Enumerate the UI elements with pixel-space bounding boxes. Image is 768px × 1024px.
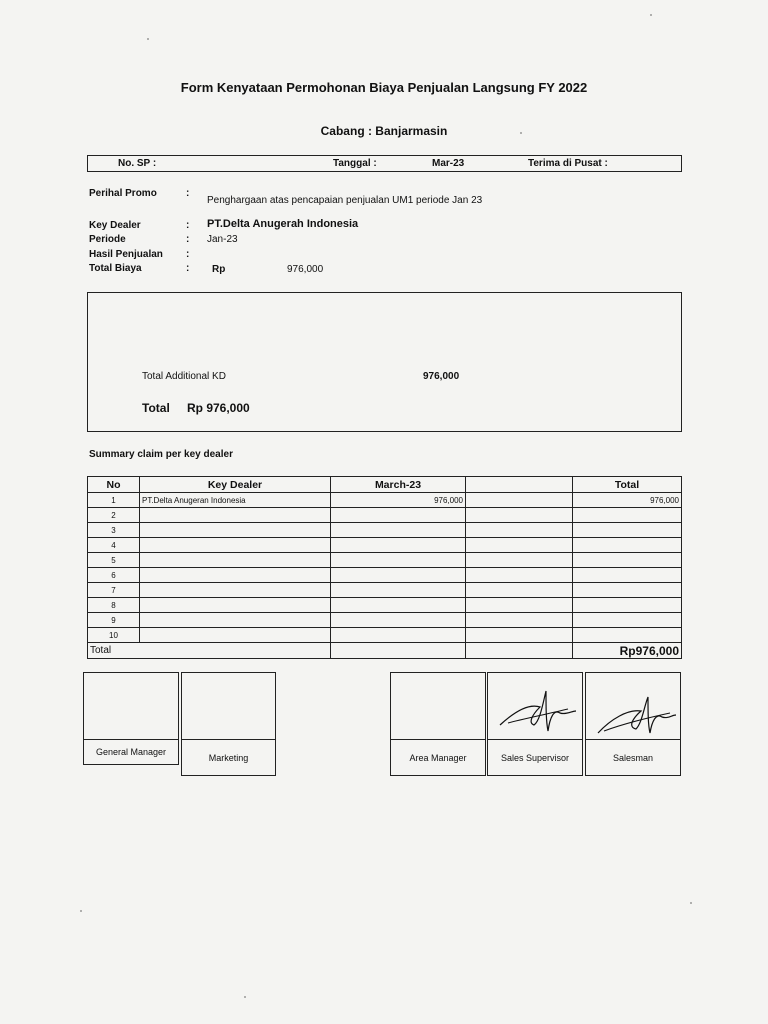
no-sp-label: No. SP :: [118, 158, 157, 169]
colon: :: [186, 188, 190, 199]
row-total: [573, 538, 682, 553]
scan-speck: [650, 14, 652, 16]
box-total-label: Total: [142, 401, 170, 415]
row-dealer: [140, 538, 331, 553]
salesman-sign-box: [585, 672, 681, 740]
table-row: [88, 583, 682, 598]
row-total: [573, 598, 682, 613]
row-march: [331, 628, 466, 643]
scan-speck: [147, 38, 149, 40]
colon: :: [186, 263, 190, 274]
area-manager-sign-box: [390, 672, 486, 740]
row-dealer: [140, 553, 331, 568]
row-blank: [466, 628, 573, 643]
sales-supervisor-signature: [488, 673, 582, 739]
row-march: [331, 508, 466, 523]
general-manager-sign-box: [83, 672, 179, 740]
perihal-value: Penghargaan atas pencapaian penjualan UM1 periode Jan 23: [207, 195, 483, 206]
row-dealer: [140, 523, 331, 538]
table-row: [88, 568, 682, 583]
row-no: 1: [88, 493, 140, 508]
salesman-signature: [586, 673, 680, 739]
total-biaya-label: Total Biaya: [89, 263, 142, 274]
additional-value: 976,000: [423, 371, 460, 382]
row-dealer: [140, 613, 331, 628]
marketing-sign-box: [181, 672, 276, 740]
marketing-label: Marketing: [181, 739, 276, 776]
row-total: [573, 523, 682, 538]
key-dealer-value: PT.Delta Anugerah Indonesia: [207, 218, 359, 230]
row-no: 2: [88, 508, 140, 523]
periode-value: Jan-23: [207, 234, 238, 245]
row-march: [331, 568, 466, 583]
scan-speck: [690, 902, 692, 904]
table-header-row: [88, 477, 682, 493]
col-key-dealer: Key Dealer: [140, 477, 331, 493]
row-dealer: [140, 598, 331, 613]
row-total: [573, 568, 682, 583]
additional-label: Total Additional KD: [142, 371, 226, 382]
row-total: [573, 583, 682, 598]
row-march: [331, 613, 466, 628]
row-no: 9: [88, 613, 140, 628]
summary-box: [87, 292, 682, 432]
row-no: 5: [88, 553, 140, 568]
row-blank: [466, 493, 573, 508]
total-label: Total: [88, 643, 331, 659]
row-no: 4: [88, 538, 140, 553]
total-march-cell: [331, 643, 466, 659]
row-blank: [466, 613, 573, 628]
table-total-row: [88, 643, 682, 659]
general-manager-label: General Manager: [83, 739, 179, 765]
row-dealer: [140, 508, 331, 523]
row-total: [573, 613, 682, 628]
colon: :: [186, 234, 190, 245]
area-manager-label: Area Manager: [390, 739, 486, 776]
table-row: [88, 493, 682, 508]
table-row: [88, 508, 682, 523]
row-no: 10: [88, 628, 140, 643]
box-total-value: Rp 976,000: [187, 401, 250, 415]
table-row: [88, 628, 682, 643]
colon: :: [186, 249, 190, 260]
perihal-label: Perihal Promo: [89, 188, 157, 199]
sales-supervisor-label: Sales Supervisor: [487, 739, 583, 776]
row-march: [331, 523, 466, 538]
col-blank: [466, 477, 573, 493]
row-march: [331, 583, 466, 598]
branch-title: Cabang : Banjarmasin: [320, 124, 448, 138]
total-blank-cell: [466, 643, 573, 659]
currency-label: Rp: [212, 264, 226, 275]
tanggal-value: Mar-23: [432, 158, 465, 169]
scan-speck: [80, 910, 82, 912]
row-total: [573, 553, 682, 568]
col-march: March-23: [331, 477, 466, 493]
row-blank: [466, 568, 573, 583]
grand-total: Rp976,000: [573, 643, 682, 659]
key-dealer-label: Key Dealer: [89, 220, 141, 231]
row-dealer: [140, 568, 331, 583]
row-no: 8: [88, 598, 140, 613]
row-dealer: [140, 628, 331, 643]
total-biaya-value: 976,000: [287, 264, 324, 275]
table-row: [88, 598, 682, 613]
row-blank: [466, 508, 573, 523]
summary-table-title: Summary claim per key dealer: [89, 449, 233, 460]
colon: :: [186, 220, 190, 231]
row-total: [573, 628, 682, 643]
row-blank: [466, 583, 573, 598]
tanggal-label: Tanggal :: [333, 158, 377, 169]
row-march: [331, 553, 466, 568]
row-march: [331, 598, 466, 613]
hasil-label: Hasil Penjualan: [89, 249, 163, 260]
row-no: 7: [88, 583, 140, 598]
col-no: No: [88, 477, 140, 493]
scan-speck: [520, 132, 522, 134]
sales-supervisor-sign-box: [487, 672, 583, 740]
salesman-label: Salesman: [585, 739, 681, 776]
row-blank: [466, 553, 573, 568]
row-no: 3: [88, 523, 140, 538]
row-total: [573, 508, 682, 523]
table-row: [88, 613, 682, 628]
row-march: [331, 538, 466, 553]
row-total: 976,000: [573, 493, 682, 508]
table-row: [88, 553, 682, 568]
row-blank: [466, 598, 573, 613]
row-blank: [466, 523, 573, 538]
header-box: [87, 155, 682, 172]
row-no: 6: [88, 568, 140, 583]
periode-label: Periode: [89, 234, 126, 245]
summary-table: [87, 476, 682, 659]
row-dealer: PT.Delta Anugeran Indonesia: [140, 493, 331, 508]
row-dealer: [140, 583, 331, 598]
row-blank: [466, 538, 573, 553]
row-march: 976,000: [331, 493, 466, 508]
table-row: [88, 523, 682, 538]
scan-speck: [244, 996, 246, 998]
col-total: Total: [573, 477, 682, 493]
form-title: Form Kenyataan Permohonan Biaya Penjualan Langsung FY 2022: [180, 80, 588, 95]
table-row: [88, 538, 682, 553]
terima-label: Terima di Pusat :: [528, 158, 608, 169]
